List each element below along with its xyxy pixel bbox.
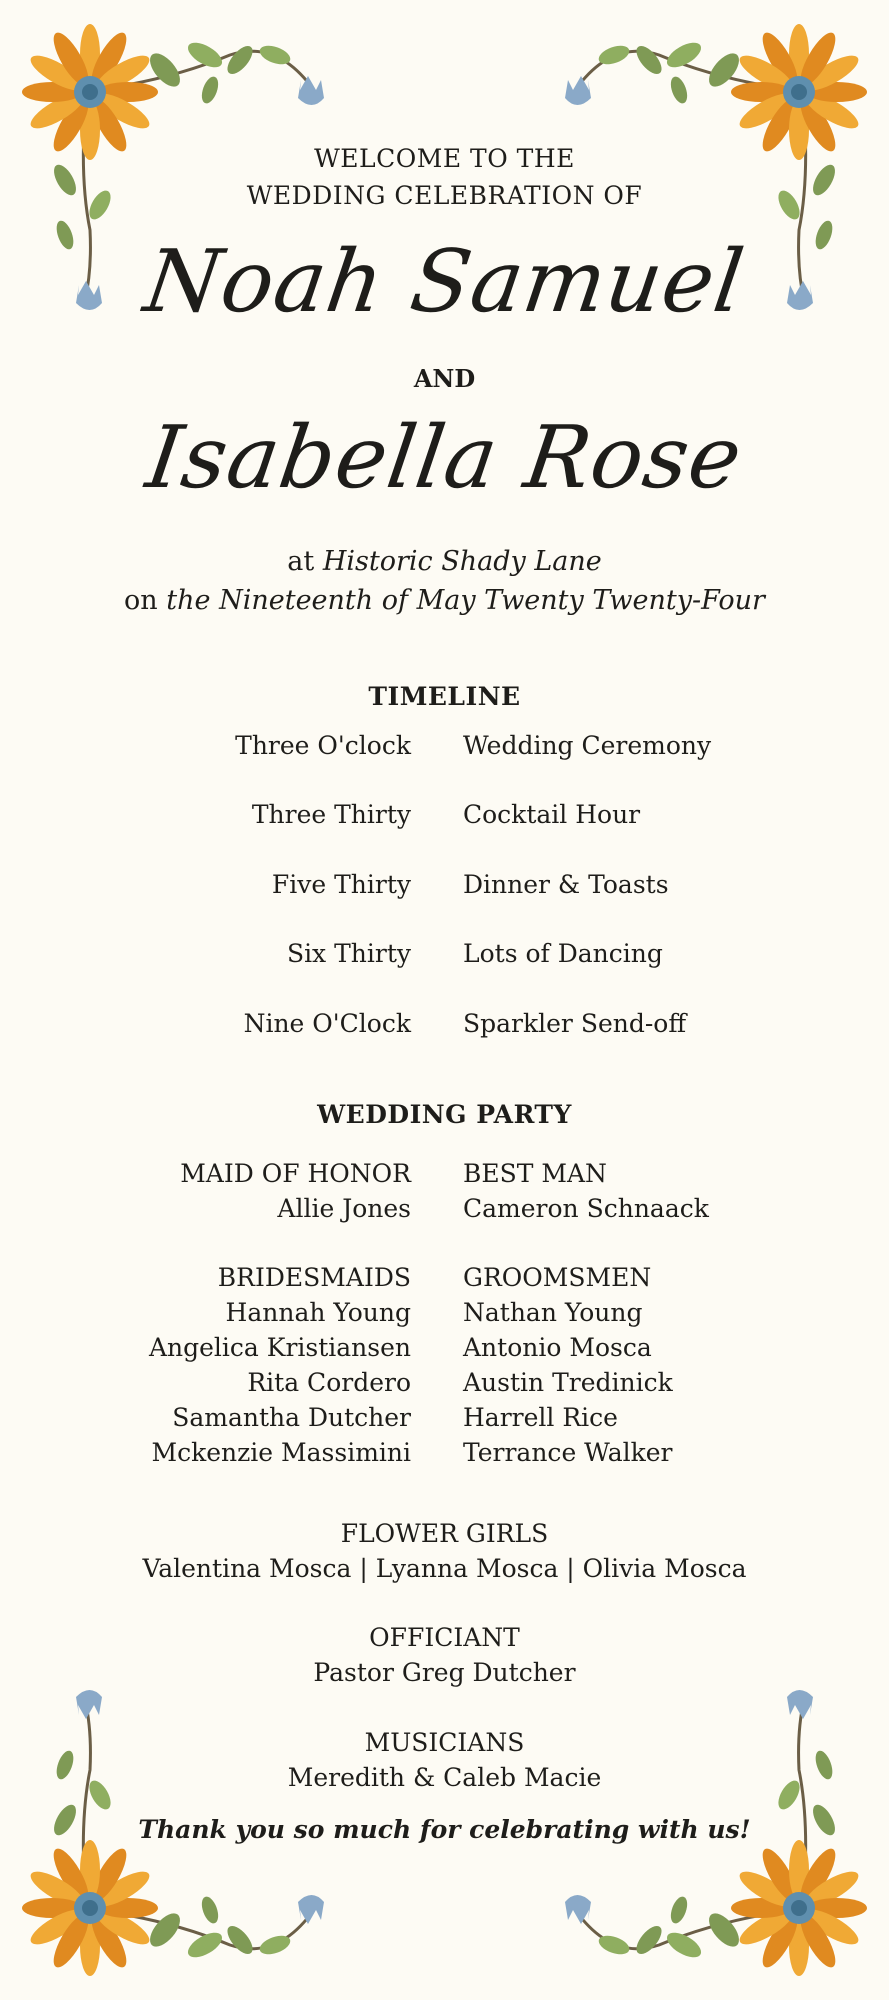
welcome-line-1: WELCOME TO THE — [314, 144, 575, 173]
officiant-name: Pastor Greg Dutcher — [313, 1658, 576, 1687]
groomsman-name: Antonio Mosca — [463, 1333, 652, 1362]
timeline-time: Six Thirty — [286, 939, 411, 968]
best-man-name: Cameron Schnaack — [463, 1194, 709, 1223]
bridesmaids-label: BRIDESMAIDS — [217, 1263, 411, 1292]
best-man-label: BEST MAN — [463, 1159, 607, 1188]
timeline-time: Three Thirty — [251, 800, 411, 829]
officiant — [0, 1620, 889, 1690]
groomsman-name: Terrance Walker — [463, 1438, 673, 1467]
groomsman-name: Nathan Young — [463, 1298, 643, 1327]
maid-of-honor-name: Allie Jones — [277, 1194, 411, 1223]
and-text: AND — [413, 364, 476, 393]
musicians-names: Meredith & Caleb Macie — [287, 1763, 602, 1792]
maid-of-honor — [180, 1156, 411, 1226]
officiant-label: OFFICIANT — [369, 1623, 520, 1652]
flower-girls-label: FLOWER GIRLS — [340, 1519, 549, 1548]
venue-name: Historic Shady Lane — [322, 546, 602, 577]
groomsmen-label: GROOMSMEN — [463, 1263, 652, 1292]
timeline-time: Five Thirty — [271, 870, 411, 899]
maid-of-honor-label: MAID OF HONOR — [180, 1159, 411, 1188]
musicians — [0, 1725, 889, 1795]
timeline-event: Dinner & Toasts — [463, 870, 669, 899]
timeline-event: Sparkler Send-off — [463, 1009, 687, 1038]
bridesmaids — [149, 1260, 411, 1470]
bridesmaid-name: Samantha Dutcher — [172, 1403, 411, 1432]
groomsmen — [463, 1260, 673, 1470]
date-line — [0, 581, 889, 620]
bride-name: Isabella Rose — [140, 408, 749, 508]
bridesmaid-name: Mckenzie Massimini — [151, 1438, 411, 1467]
timeline-time: Three O'clock — [235, 731, 411, 760]
groomsman-name: Austin Tredinick — [463, 1368, 673, 1397]
bridesmaid-name: Angelica Kristiansen — [148, 1333, 411, 1362]
groom-name: Noah Samuel — [138, 232, 751, 332]
flower-girls — [0, 1516, 889, 1586]
bridesmaid-name: Rita Cordero — [247, 1368, 411, 1397]
timeline-event: Lots of Dancing — [463, 939, 663, 968]
groomsman-name: Harrell Rice — [463, 1403, 618, 1432]
welcome-line-2: WEDDING CELEBRATION OF — [246, 181, 643, 210]
timeline-event: Wedding Ceremony — [463, 731, 712, 760]
date-prefix: on — [124, 585, 158, 616]
flower-girls-names: Valentina Mosca | Lyanna Mosca | Olivia Mosca — [142, 1554, 747, 1583]
venue-prefix: at — [287, 546, 315, 577]
musicians-label: MUSICIANS — [364, 1728, 525, 1757]
timeline-event: Cocktail Hour — [463, 800, 641, 829]
venue-block — [0, 542, 889, 620]
venue-line — [0, 542, 889, 581]
thank-you-message: Thank you so much for celebrating with us! — [138, 1815, 751, 1844]
best-man — [463, 1156, 709, 1226]
timeline-time: Nine O'Clock — [243, 1009, 411, 1038]
welcome-heading — [0, 140, 889, 214]
timeline-title: TIMELINE — [368, 682, 521, 711]
wedding-party-title: WEDDING PARTY — [317, 1100, 572, 1129]
bridesmaid-name: Hannah Young — [225, 1298, 411, 1327]
wedding-date: the Nineteenth of May Twenty Twenty-Four — [166, 585, 765, 616]
